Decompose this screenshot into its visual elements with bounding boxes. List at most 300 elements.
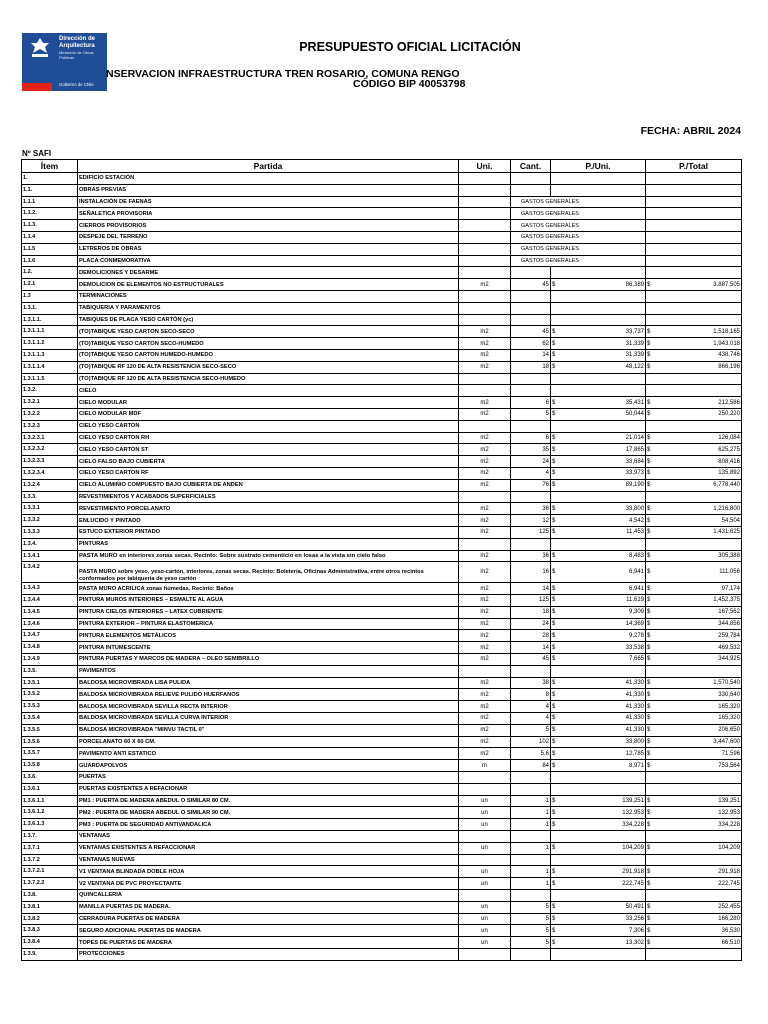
item-code: 1.3 [22,290,78,302]
total-price-value: 165,320 [718,703,740,710]
quantity-cell [511,173,551,185]
unit-price-value: 41,330 [625,703,644,710]
unit-price-value: 41,330 [625,691,644,698]
unit-price-cell [551,748,646,760]
unit-price-cell [551,314,646,326]
unit-price-value: 6,941 [628,585,644,592]
item-code: 1.3.3.3 [22,526,78,538]
total-price-cell [646,408,742,420]
unit-cell: m2 [459,326,511,338]
table-row [22,326,742,338]
unit-cell: m2 [459,526,511,538]
currency-symbol: $ [552,798,556,805]
item-description: TABIQUES DE PLACA YESO CARTÓN (yc) [78,314,459,326]
total-price-cell [646,583,742,595]
unit-cell: m2 [459,361,511,373]
currency-symbol: $ [552,691,556,698]
table-row [22,949,742,961]
table-row [22,890,742,902]
table-row [22,772,742,784]
item-description: PLACA CONMEMORATIVA [78,255,459,267]
item-code: 1.3.2. [22,385,78,397]
quantity-cell: 36 [511,550,551,562]
cost-note: GASTOS GENERALES [511,208,646,220]
unit-price-value: 33,973 [625,470,644,477]
unit-cell [459,831,511,843]
unit-cell: m2 [459,444,511,456]
unit-cell: m2 [459,606,511,618]
total-price-value: 344,925 [718,656,740,663]
logo-ministry: Ministerio de Obras Públicas [59,50,94,60]
unit-cell [459,373,511,385]
total-price-value: 132,953 [718,809,740,816]
unit-cell: m2 [459,595,511,607]
total-price-cell [646,267,742,279]
unit-cell: m2 [459,503,511,515]
unit-price-cell [551,562,646,583]
quantity-cell: 45 [511,654,551,666]
currency-symbol: $ [552,868,556,875]
unit-cell [459,302,511,314]
currency-symbol: $ [552,916,556,922]
unit-price-value: 31,339 [625,352,644,359]
currency-symbol: $ [647,727,651,734]
unit-price-cell [551,408,646,420]
currency-symbol: $ [552,739,556,746]
table-row [22,196,742,208]
unit-price-cell [551,937,646,949]
item-code: 1.3.1.1.4 [22,361,78,373]
total-price-value: 250,220 [718,411,740,418]
quantity-cell: 6 [511,397,551,409]
unit-price-cell [551,677,646,689]
unit-price-cell [551,724,646,736]
currency-symbol: $ [647,328,651,335]
unit-price-value: 6,941 [628,569,644,576]
item-description: DEMOLICION DE ELEMENTOS NO ESTRUCTURALES [78,279,459,291]
total-price-value: 104,209 [718,845,740,852]
unit-cell [459,290,511,302]
quantity-cell: 125 [511,526,551,538]
quantity-cell: 5 [511,724,551,736]
item-code: 1.3.1.1.2 [22,338,78,350]
total-price-cell [646,444,742,456]
quantity-cell [511,538,551,550]
total-price-cell [646,937,742,949]
unit-cell: m2 [459,562,511,583]
table-row [22,208,742,220]
unit-cell: m2 [459,748,511,760]
quantity-cell [511,302,551,314]
currency-symbol: $ [552,470,556,477]
currency-symbol: $ [647,609,651,616]
unit-price-value: 50,491 [625,904,644,911]
total-price-cell [646,302,742,314]
unit-price-cell [551,866,646,878]
total-price-value: 206,650 [718,727,740,734]
quantity-cell: 5 [511,901,551,913]
table-row [22,338,742,350]
table-row [22,748,742,760]
total-price-cell [646,701,742,713]
item-description: PINTURA CIELOS INTERIORES – LATEX CUBRIENTE [78,606,459,618]
unit-cell: m2 [459,349,511,361]
total-price-value: 36,530 [721,927,740,934]
quantity-cell [511,385,551,397]
unit-price-cell [551,642,646,654]
unit-price-value: 41,330 [625,680,644,687]
total-price-value: 330,640 [718,691,740,698]
total-price-value: 54,504 [721,517,740,524]
total-price-cell [646,479,742,491]
total-price-cell [646,630,742,642]
total-price-value: 252,455 [718,904,740,911]
quantity-cell: 18 [511,606,551,618]
unit-price-cell [551,701,646,713]
quantity-cell: 14 [511,642,551,654]
item-code: 1.3.4.6 [22,618,78,630]
quantity-cell [511,290,551,302]
table-row [22,220,742,232]
item-description: PASTA MURO ACRILICA zonas húmedas. Recinto: Baños [78,583,459,595]
table-row [22,606,742,618]
currency-symbol: $ [647,446,651,453]
quantity-cell: 1 [511,807,551,819]
currency-symbol: $ [647,868,651,875]
quantity-cell [511,831,551,843]
unit-price-cell [551,397,646,409]
item-code: 1.3.2.3.1 [22,432,78,444]
item-description: PAVIMENTOS [78,665,459,677]
currency-symbol: $ [552,809,556,816]
total-price-cell [646,949,742,961]
total-price-cell [646,526,742,538]
table-row [22,595,742,607]
item-description: (TO)TABIQUE YESO CARTON HUMEDO-HUMEDO [78,349,459,361]
item-description: (TO)TABIQUE YESO CARTON SECO-SECO [78,326,459,338]
currency-symbol: $ [552,680,556,687]
unit-price-value: 33,538 [625,644,644,651]
unit-price-cell [551,925,646,937]
table-row [22,937,742,949]
total-price-cell [646,349,742,361]
item-description: PM1 : PUERTA DE MADERA ABEDUL O SIMILAR 80 CM. [78,795,459,807]
quantity-cell: 1 [511,819,551,831]
table-row [22,760,742,772]
unit-price-cell [551,173,646,185]
table-row [22,901,742,913]
unit-cell: m2 [459,467,511,479]
item-code: 1.3.3.2 [22,515,78,527]
unit-price-cell [551,795,646,807]
unit-price-cell [551,819,646,831]
table-row [22,713,742,725]
unit-cell: m2 [459,583,511,595]
header-total-price: P./Total [646,160,742,173]
currency-symbol: $ [647,703,651,710]
unit-price-value: 132,953 [622,809,644,816]
unit-price-cell [551,326,646,338]
item-code: 1.3.1.1.1 [22,326,78,338]
currency-symbol: $ [552,715,556,722]
item-code: 1.3.2.2 [22,408,78,420]
total-price-cell [646,713,742,725]
unit-cell [459,255,511,267]
unit-price-cell [551,456,646,468]
total-price-value: 753,564 [718,762,740,769]
currency-symbol: $ [552,656,556,663]
header-unit-price: P./Uni. [551,160,646,173]
currency-symbol: $ [552,727,556,734]
quantity-cell: 76 [511,479,551,491]
quantity-cell: 84 [511,760,551,772]
unit-price-cell [551,665,646,677]
total-price-cell [646,901,742,913]
item-description: PAVIMENTO ANTI ESTATICO [78,748,459,760]
currency-symbol: $ [647,399,651,406]
currency-symbol: $ [647,470,651,477]
quantity-cell: 14 [511,583,551,595]
unit-price-cell [551,420,646,432]
table-row [22,831,742,843]
table-row [22,231,742,243]
total-price-value: 438,746 [718,352,740,359]
total-price-cell [646,783,742,795]
currency-symbol: $ [647,739,651,746]
table-row [22,373,742,385]
total-price-cell [646,208,742,220]
item-code: 1.2.1 [22,279,78,291]
total-price-value: 165,320 [718,715,740,722]
total-price-cell [646,665,742,677]
table-row [22,819,742,831]
table-header-row [22,160,742,173]
total-price-cell [646,550,742,562]
table-row [22,349,742,361]
total-price-value: 344,856 [718,621,740,628]
unit-price-value: 8,971 [628,762,644,769]
total-price-value: 305,388 [718,552,740,559]
unit-price-cell [551,184,646,196]
unit-price-value: 12,785 [625,750,644,757]
item-code: 1.3.6.1.3 [22,819,78,831]
unit-cell [459,949,511,961]
item-description: PUERTAS EXISTENTES A REFACIONAR [78,783,459,795]
total-price-cell [646,231,742,243]
total-price-value: 469,532 [718,644,740,651]
item-code: 1.3.6.1.2 [22,807,78,819]
table-row [22,361,742,373]
total-price-value: 625,275 [718,446,740,453]
total-price-cell [646,491,742,503]
item-code: 1.1.5 [22,243,78,255]
item-description: (TO)TABIQUE RF 120 DE ALTA RESISTENCIA SECO-SECO [78,361,459,373]
table-row [22,736,742,748]
unit-price-cell [551,302,646,314]
quantity-cell [511,420,551,432]
item-code: 1.3.8.1 [22,901,78,913]
item-code: 1.3.6.1 [22,783,78,795]
currency-symbol: $ [647,517,651,524]
unit-price-value: 33,800 [625,739,644,746]
item-description: VENTANAS NUEVAS [78,854,459,866]
item-description: MANILLA PUERTAS DE MADERA. [78,901,459,913]
table-row [22,842,742,854]
item-code: 1.3.5. [22,665,78,677]
unit-price-cell [551,444,646,456]
currency-symbol: $ [647,529,651,536]
unit-cell: m2 [459,397,511,409]
unit-cell: m2 [459,642,511,654]
total-price-value: 1,943,018 [713,340,740,347]
total-price-cell [646,760,742,772]
table-row [22,642,742,654]
item-description: PM2 : PUERTA DE MADERA ABEDUL O SIMILAR 90 CM. [78,807,459,819]
total-price-cell [646,538,742,550]
unit-price-cell [551,901,646,913]
item-description: BALDOSA MICROVIBRADA SEVILLA RECTA INTERIOR [78,701,459,713]
quantity-cell [511,373,551,385]
unit-cell: un [459,866,511,878]
unit-price-value: 33,256 [625,916,644,922]
total-price-cell [646,866,742,878]
item-description: (TO)TABIQUE RF 120 DE ALTA RESISTENCIA SECO-HUMEDO [78,373,459,385]
item-description: PINTURAS [78,538,459,550]
unit-cell [459,267,511,279]
quantity-cell: 8 [511,689,551,701]
item-code: 1.3.1. [22,302,78,314]
quantity-cell: 5 [511,925,551,937]
quantity-cell: 5 [511,937,551,949]
item-description: PROTECCIONES [78,949,459,961]
item-description: CIERROS PROVISORIOS [78,220,459,232]
item-description: GUARDAPOLVOS [78,760,459,772]
unit-price-value: 334,228 [622,821,644,828]
item-code: 1.3.5.5 [22,724,78,736]
item-description: CIELO YESO CARTON [78,420,459,432]
item-code: 1.3.2.3.2 [22,444,78,456]
quantity-cell: 36 [511,503,551,515]
table-row [22,479,742,491]
header-unit: Uni. [459,160,511,173]
quantity-cell [511,267,551,279]
total-price-cell [646,279,742,291]
unit-price-cell [551,606,646,618]
item-description: BALDOSA MICROVIBRADA RELIEVE PULIDO HUERFANOS [78,689,459,701]
item-code: 1.3.8.4 [22,937,78,949]
table-row [22,467,742,479]
item-description: PM3 : PUERTA DE SEGURIDAD ANTIVANDALICA [78,819,459,831]
table-row [22,562,742,583]
unit-price-cell [551,913,646,925]
table-row [22,456,742,468]
item-code: 1.1.2. [22,208,78,220]
total-price-cell [646,642,742,654]
table-row [22,432,742,444]
table-row [22,795,742,807]
item-code: 1.3.4.8 [22,642,78,654]
unit-cell [459,665,511,677]
item-code: 1.3.5.8 [22,760,78,772]
total-price-cell [646,220,742,232]
item-description: REVESTIMIENTOS Y ACABADOS SUPERFICIALES [78,491,459,503]
unit-cell: un [459,807,511,819]
item-code: 1.3.4.4 [22,595,78,607]
table-row [22,783,742,795]
quantity-cell: 1 [511,866,551,878]
currency-symbol: $ [647,281,651,288]
item-code: 1.3.2.4 [22,479,78,491]
currency-symbol: $ [647,904,651,911]
total-price-cell [646,677,742,689]
cost-note: GASTOS GENERALES [511,243,646,255]
unit-price-cell [551,760,646,772]
total-price-cell [646,925,742,937]
unit-price-value: 13,302 [625,939,644,946]
item-description: CIELO ALUMINIO COMPUESTO BAJO CUBIERTA DE ANDEN [78,479,459,491]
item-code: 1.3.5.1 [22,677,78,689]
unit-price-cell [551,689,646,701]
unit-cell: m2 [459,432,511,444]
item-code: 1.3.7.1 [22,842,78,854]
unit-price-cell [551,349,646,361]
header-item: Ítem [22,160,78,173]
quantity-cell: 38 [511,677,551,689]
table-row [22,420,742,432]
table-row [22,618,742,630]
item-description: PASTA MURO sobre yeso, yeso-cartón, interiores, zonas secas. Recinto: Boletería, Oficinas Administrativa, entre otros recintos conformados por tabiquería de yeso cartón [78,562,459,583]
total-price-value: 808,416 [718,458,740,465]
unit-price-value: 104,209 [622,845,644,852]
quantity-cell [511,184,551,196]
item-description: TOPES DE PUERTAS DE MADERA [78,937,459,949]
unit-cell: m2 [459,515,511,527]
unit-price-cell [551,618,646,630]
unit-price-cell [551,290,646,302]
logo-text: Dirección de Arquitectura [59,36,96,49]
unit-cell [459,538,511,550]
currency-symbol: $ [552,621,556,628]
item-description: CIELO MODULAR [78,397,459,409]
unit-price-cell [551,491,646,503]
currency-symbol: $ [552,505,556,512]
quantity-cell [511,314,551,326]
unit-price-cell [551,385,646,397]
currency-symbol: $ [647,505,651,512]
currency-symbol: $ [647,482,651,489]
unit-cell: m2 [459,724,511,736]
currency-symbol: $ [552,644,556,651]
unit-cell [459,772,511,784]
item-code: 1.3.7. [22,831,78,843]
total-price-value: 1,452,375 [713,597,740,604]
currency-symbol: $ [647,916,651,922]
item-code: 1.3.9. [22,949,78,961]
unit-price-cell [551,432,646,444]
unit-price-cell [551,479,646,491]
total-price-cell [646,326,742,338]
item-description: REVESTIMIENTO PORCELANATO [78,503,459,515]
quantity-cell: 102 [511,736,551,748]
item-description: PORCELANATO 60 X 60 CM. [78,736,459,748]
item-code: 1.3.4.3 [22,583,78,595]
unit-price-value: 31,339 [625,340,644,347]
total-price-cell [646,173,742,185]
item-description: CIELO YESO CARTON RF [78,467,459,479]
item-description: PINTURA EXTERIOR – PINTURA ELASTOMERICA [78,618,459,630]
item-description: V2 VENTANA DE PVC PROYECTANTE [78,878,459,890]
unit-price-value: 41,330 [625,715,644,722]
